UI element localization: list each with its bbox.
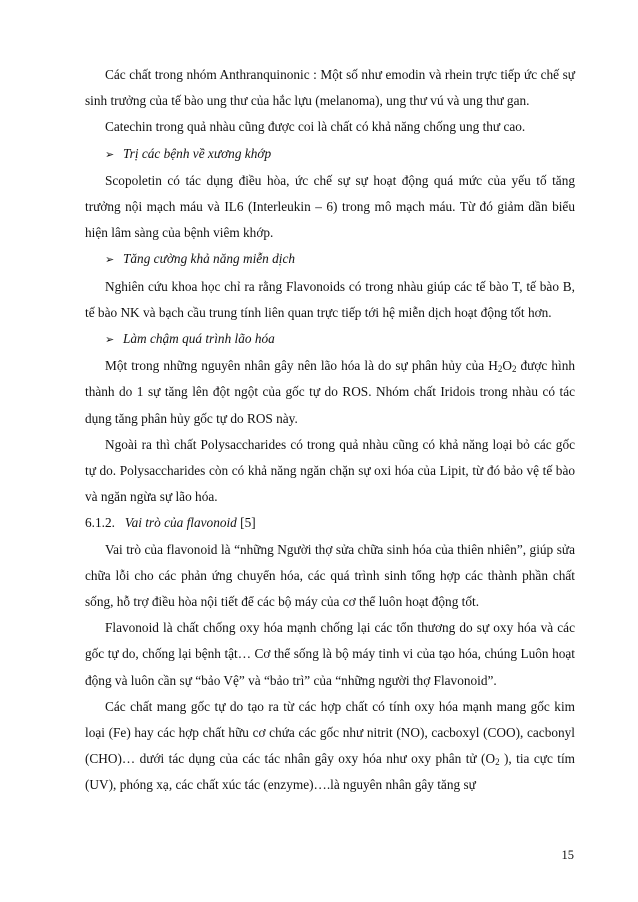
section-number: 6.1.2. xyxy=(85,515,115,531)
arrow-bullet-icon: ➢ xyxy=(105,148,115,161)
paragraph-scopoletin: Scopoletin có tác dụng điều hòa, ức chế sự sự hoạt động quá mức của yếu tố tăng trưởng nội mạch máu và IL6 (Interleukin – 6) trong mô mạch máu. Từ đó giảm dần biểu hiện lâm sàng của bệnh viêm khớp. xyxy=(85,172,575,241)
page-number: 15 xyxy=(561,848,574,862)
body-text xyxy=(85,62,575,799)
arrow-bullet-icon: ➢ xyxy=(105,254,115,267)
paragraph-free-radicals: Các chất mang gốc tự do tạo ra từ các hợp chất có tính oxy hóa mạnh mang gốc kim loại (Fe) hay các hợp chất hữu cơ chứa các gốc như nitrit (NO), cacboxyl (COO), cacbonyl (CHO)… dưới tác dụng của các tác nhân gây oxy hóa như oxy phân tử ($O_2$ ), tia cực tím (UV), phóng xạ, các chất xúc tác (enzyme)….là nguyên nhân gây tăng sự xyxy=(85,698,575,793)
bullet-heading-joints xyxy=(85,141,575,168)
paragraph-flavonoid-role: Vai trò của flavonoid là “những Người thợ sửa chữa sinh hóa của thiên nhiên”, giúp sửa chữa lỗi cho các phản ứng chuyển hóa, các quá trình sinh tổng hợp các thành phần chất sống, hỗ trợ điều hòa nội tiết để các bộ máy của cơ thể luôn hoạt động tốt. xyxy=(85,541,575,610)
paragraph-polysaccharides: Ngoài ra thì chất Polysaccharides có trong quả nhàu cũng có khả năng loại bỏ các gốc tự do. Polysaccharides còn có khả năng ngăn chặn sự oxi hóa của Lipit, từ đó bảo vệ tế bào và ngăn ngừa sự lão hóa. xyxy=(85,436,575,505)
bullet-heading-joints-text: Trị các bệnh về xương khớp xyxy=(123,145,272,161)
paragraph-antioxidant: Flavonoid là chất chống oxy hóa mạnh chống lại các tổn thương do sự oxy hóa và các gốc tự do, chống lại bệnh tật… Cơ thể sống là bộ máy tinh vi của tạo hóa, chúng Luôn hoạt động và luôn cần sự “bảo Vệ” và “bảo trì” của “những người thợ Flavonoid”. xyxy=(85,620,575,688)
paragraph-catechin: Catechin trong quả nhàu cũng được coi là chất có khả năng chống ung thư cao. xyxy=(105,119,526,135)
bullet-heading-immunity xyxy=(85,246,575,273)
bullet-heading-aging xyxy=(85,326,575,353)
bullet-heading-immunity-text: Tăng cường khả năng miễn dịch xyxy=(123,251,296,267)
paragraph-aging-causes: Một trong những nguyên nhân gây nên lão hóa là do sự phân hủy của $H_2O_2$ được hình thành do 1 sự tăng lên đột ngột của gốc tự do ROS. Nhóm chất Iridois trong nhàu có tác dụng tăng phân hủy gốc tự do ROS này. xyxy=(85,358,575,426)
arrow-bullet-icon: ➢ xyxy=(105,334,115,347)
section-heading-flavonoid-role xyxy=(85,510,575,536)
section-reference: [5] xyxy=(236,515,256,531)
paragraph-anthraquinonic: Các chất trong nhóm Anthranquinonic : Một số như emodin và rhein trực tiếp ức chế sự sinh trưởng của tế bào ung thư của hắc lựu (melanoma), ung thư vú và ung thư gan. xyxy=(85,67,575,109)
bullet-heading-aging-text: Làm chậm quá trình lão hóa xyxy=(123,331,275,347)
paragraph-flavonoids-immunity: Nghiên cứu khoa học chỉ ra rằng Flavonoids có trong nhàu giúp các tế bào T, tế bào B, tế bào NK và bạch cầu trung tính liên quan trực tiếp tới hệ miễn dịch hoạt động tốt hơn. xyxy=(85,278,575,320)
section-title: Vai trò của flavonoid xyxy=(124,515,237,531)
